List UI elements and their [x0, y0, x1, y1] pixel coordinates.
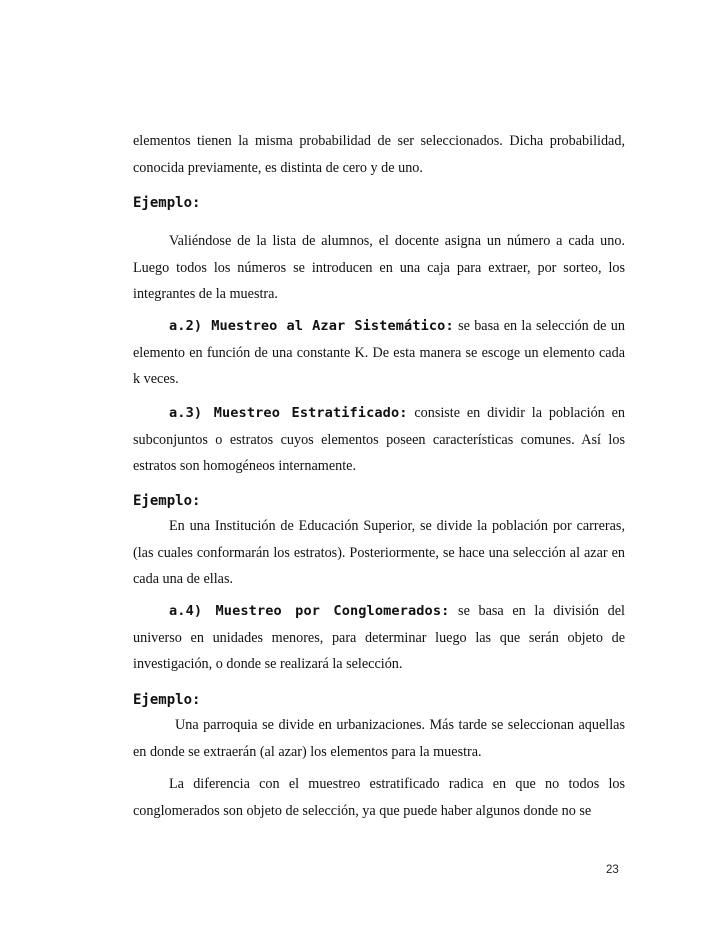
term-systematic-sampling: a.2) Muestreo al Azar Sistemático: [169, 318, 454, 334]
paragraph-example-1 [133, 228, 625, 308]
paragraph-probability [133, 128, 625, 181]
heading-example-1 [133, 193, 625, 213]
paragraph-text: Una parroquia se divide en urbanizaciones. Más tarde se seleccionan aquellas en donde se extraerán (al azar) los elementos para la muestra. [133, 717, 625, 760]
paragraph-cluster-sampling [133, 598, 625, 678]
paragraph-text: Valiéndose de la lista de alumnos, el docente asigna un número a cada uno. Luego todos los números se introducen en una caja para extraer, por sorteo, los integrantes de la muestra. [133, 233, 625, 302]
paragraph-systematic-sampling [133, 313, 625, 393]
heading-text: Ejemplo: [133, 195, 201, 211]
page-number: 23 [606, 864, 619, 876]
definition-systematic-sampling: se basa en la selección de un elemento en función de una constante K. De esta manera se escoge un elemento cada k veces. [133, 318, 625, 387]
definition-stratified-sampling: consiste en dividir la población en subconjuntos o estratos cuyos elementos poseen características comunes. Así los estratos son homogéneos internamente. [133, 405, 625, 474]
heading-example-2 [133, 491, 625, 511]
definition-cluster-sampling: se basa en la división del universo en unidades menores, para determinar luego las que serán objeto de investigación, o donde se realizará la selección. [133, 603, 626, 672]
paragraph-text: elementos tienen la misma probabilidad de ser seleccionados. Dicha probabilidad, conocida previamente, es distinta de cero y de uno. [133, 133, 625, 176]
paragraph-stratified-sampling [133, 400, 625, 480]
paragraph-difference [133, 771, 625, 824]
term-stratified-sampling: a.3) Muestreo Estratificado: [169, 405, 408, 421]
heading-text: Ejemplo: [133, 493, 201, 509]
heading-text: Ejemplo: [133, 692, 201, 708]
paragraph-text: La diferencia con el muestreo estratificado radica en que no todos los conglomerados son objeto de selección, ya que puede haber algunos donde no se [133, 776, 625, 819]
paragraph-example-2 [133, 513, 625, 593]
paragraph-text: En una Institución de Educación Superior, se divide la población por carreras, (las cuales conformarán los estratos). Posteriormente, se hace una selección al azar en cada una de ellas. [133, 518, 625, 587]
heading-example-3 [133, 690, 625, 710]
paragraph-example-3 [133, 712, 625, 765]
term-cluster-sampling: a.4) Muestreo por Conglomerados: [169, 603, 450, 619]
